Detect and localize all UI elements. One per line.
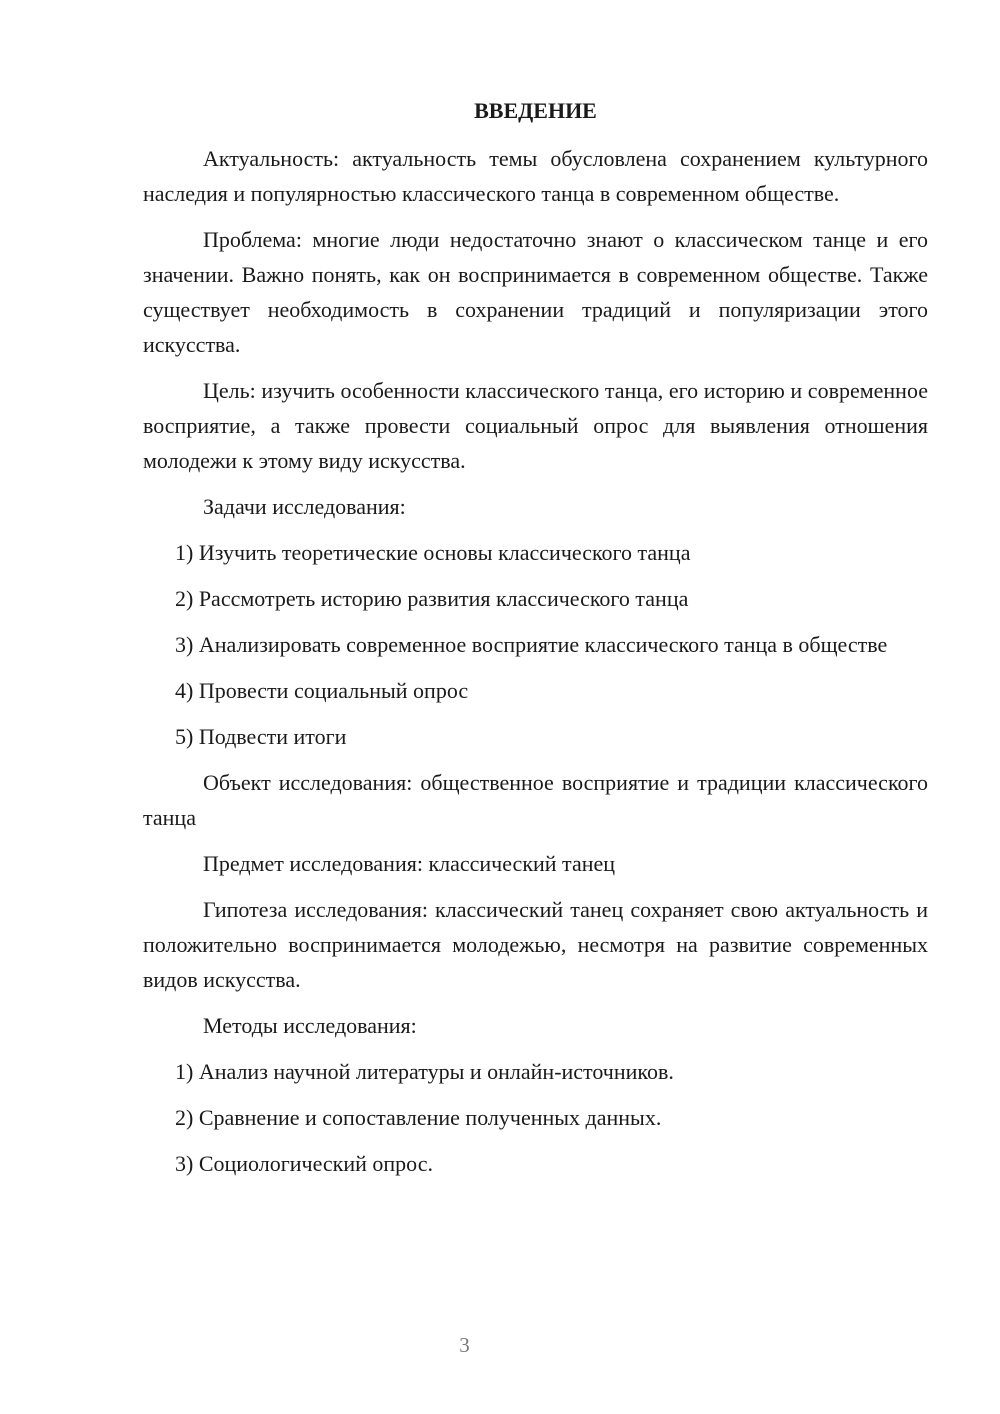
page-content [143, 96, 928, 1192]
method-item-1: 1) Анализ научной литературы и онлайн-источников. [175, 1059, 674, 1084]
hypothesis-paragraph: Гипотеза исследования: классический танец сохраняет свою актуальность и положительно воспринимается молодежью, несмотря на развитие современных видов искусства. [143, 897, 928, 992]
section-heading: ВВЕДЕНИЕ [474, 98, 597, 123]
tasks-title: Задачи исследования: [203, 494, 406, 519]
task-item-1: 1) Изучить теоретические основы классического танца [175, 540, 691, 565]
method-item-3: 3) Социологический опрос. [175, 1151, 433, 1176]
page-number: 3 [459, 1333, 470, 1357]
subject-paragraph: Предмет исследования: классический танец [203, 851, 616, 876]
task-item-2: 2) Рассмотреть историю развития классического танца [175, 586, 689, 611]
task-item-5: 5) Подвести итоги [175, 724, 347, 749]
relevance-paragraph: Актуальность: актуальность темы обусловлена сохранением культурного наследия и популярностью классического танца в современном обществе. [143, 146, 928, 206]
problem-paragraph: Проблема: многие люди недостаточно знают о классическом танце и его значении. Важно понять, как он воспринимается в современном обществе. Также существует необходимость в сохранении традиций и популяризации этого искусства. [143, 227, 928, 357]
goal-paragraph: Цель: изучить особенности классического танца, его историю и современное восприятие, а также провести социальный опрос для выявления отношения молодежи к этому виду искусства. [143, 378, 928, 473]
method-item-2: 2) Сравнение и сопоставление полученных данных. [175, 1105, 662, 1130]
methods-title: Методы исследования: [203, 1013, 417, 1038]
task-item-4: 4) Провести социальный опрос [175, 678, 469, 703]
object-paragraph: Объект исследования: общественное восприятие и традиции классического танца [143, 770, 928, 830]
task-item-3: 3) Анализировать современное восприятие классического танца в обществе [175, 632, 888, 657]
